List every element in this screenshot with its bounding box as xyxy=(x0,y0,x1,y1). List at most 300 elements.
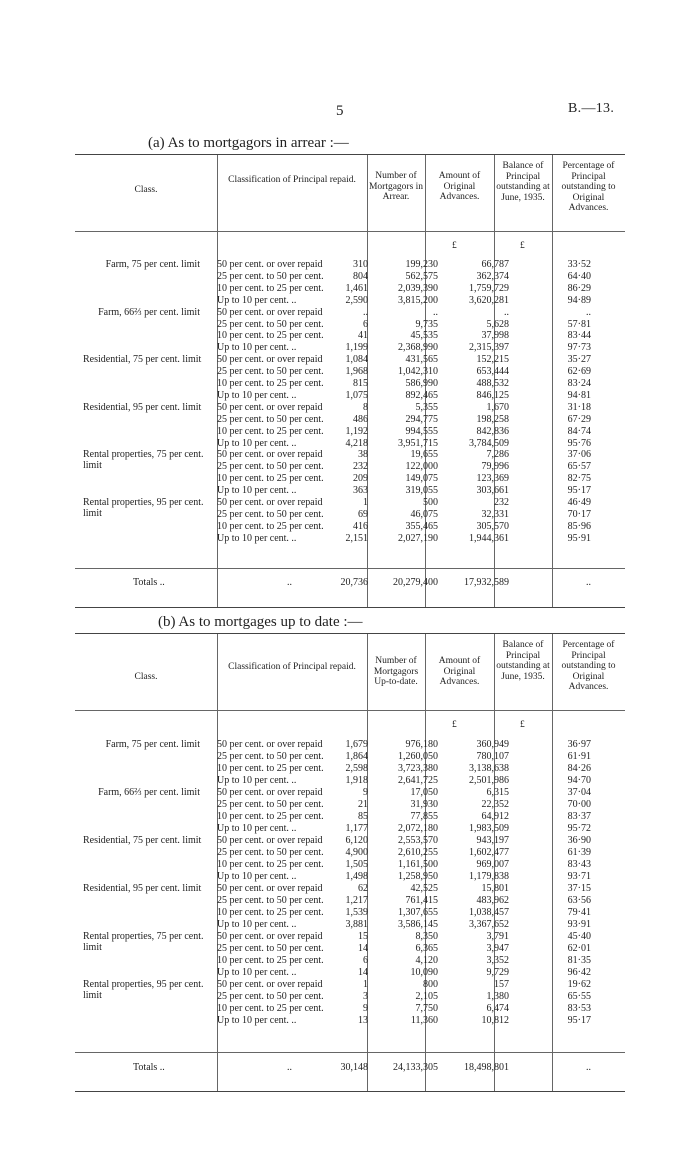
number-of-mortgagors: 1,918 xyxy=(345,775,368,786)
percentage-outstanding: 82·75 xyxy=(567,473,591,485)
table-row xyxy=(75,895,625,906)
principal-balance: 3,620,281 xyxy=(469,294,509,306)
class-label: Farm, 75 per cent. limit xyxy=(105,739,200,750)
repayment-classification: 10 per cent. to 25 per cent. xyxy=(217,520,324,532)
column-header-number-uptodate: Number of Mortgagors Up-to-date. xyxy=(373,656,419,687)
original-advances: 2,641,725 xyxy=(398,775,438,786)
number-of-mortgagors: 1,192 xyxy=(345,425,368,437)
class-label: Rental properties, 75 per cent. limit xyxy=(83,931,204,953)
document-reference: B.—13. xyxy=(568,101,615,116)
repayment-classification: 25 per cent. to 50 per cent. xyxy=(217,799,324,810)
repayment-classification: 25 per cent. to 50 per cent. xyxy=(217,366,324,378)
totals-percentage: .. xyxy=(586,577,591,588)
principal-balance: 37,998 xyxy=(481,330,509,342)
percentage-outstanding: 67·29 xyxy=(567,413,591,425)
repayment-classification: 10 per cent. to 25 per cent. xyxy=(217,859,324,870)
percentage-outstanding: 64·40 xyxy=(567,270,591,282)
original-advances: 2,553,570 xyxy=(398,835,438,846)
repayment-classification: 25 per cent. to 50 per cent. xyxy=(217,847,324,858)
table-row xyxy=(75,979,625,990)
repayment-classification: 50 per cent. or over repaid xyxy=(217,497,323,508)
uptodate-table xyxy=(75,633,625,1092)
original-advances: 586,990 xyxy=(405,378,438,389)
principal-balance: 15,801 xyxy=(481,883,509,894)
principal-balance: 22,352 xyxy=(481,799,509,810)
table-row xyxy=(75,449,625,460)
principal-balance: 6,474 xyxy=(486,1003,509,1014)
percentage-outstanding: 97·73 xyxy=(567,342,591,354)
percentage-outstanding: 62·69 xyxy=(567,366,591,378)
original-advances: 5,355 xyxy=(415,401,438,413)
percentage-outstanding: 83·24 xyxy=(567,378,591,389)
repayment-classification: Up to 10 per cent. .. xyxy=(217,1015,297,1026)
repayment-classification: 10 per cent. to 25 per cent. xyxy=(217,763,324,774)
table-row xyxy=(75,919,625,930)
percentage-outstanding: 95·91 xyxy=(567,532,591,544)
table-row xyxy=(75,521,625,532)
class-label: Residential, 95 per cent. limit xyxy=(83,883,202,894)
table-row xyxy=(75,1003,625,1014)
principal-balance: 305,570 xyxy=(476,520,509,532)
repayment-classification: 25 per cent. to 50 per cent. xyxy=(217,943,324,954)
table-row xyxy=(75,354,625,365)
table-row xyxy=(75,533,625,544)
original-advances: 8,350 xyxy=(415,931,438,942)
table-row xyxy=(75,342,625,353)
principal-balance: 3,791 xyxy=(486,931,509,942)
percentage-outstanding: 57·81 xyxy=(567,318,591,330)
number-of-mortgagors: 9 xyxy=(363,1003,368,1014)
class-label: Rental properties, 95 per cent. limit xyxy=(83,979,204,1001)
original-advances: 10,090 xyxy=(410,967,438,978)
principal-balance: 64,912 xyxy=(481,811,509,822)
percentage-outstanding: 83·43 xyxy=(567,859,591,870)
original-advances: 431,565 xyxy=(405,354,438,366)
number-of-mortgagors: 15 xyxy=(358,931,368,942)
percentage-outstanding: 37·04 xyxy=(567,787,591,798)
totals-row xyxy=(75,1062,625,1073)
totals-balance: 17,932,589 xyxy=(464,577,509,588)
totals-balance: 18,498,801 xyxy=(464,1062,509,1073)
percentage-outstanding: 83·37 xyxy=(567,811,591,822)
original-advances: 2,027,190 xyxy=(398,532,438,544)
table-row xyxy=(75,307,625,318)
number-of-mortgagors: 6 xyxy=(363,955,368,966)
table-row xyxy=(75,438,625,449)
column-header-number-arrear: Number of Mortgagors in Arrear. xyxy=(368,171,424,202)
percentage-outstanding: 95·76 xyxy=(567,437,591,449)
number-of-mortgagors: .. xyxy=(363,306,368,318)
percentage-outstanding: 96·42 xyxy=(567,967,591,978)
principal-balance: 6,315 xyxy=(486,787,509,798)
class-label: Farm, 75 per cent. limit xyxy=(105,259,200,270)
repayment-classification: Up to 10 per cent. .. xyxy=(217,485,297,497)
column-header-class: Class. xyxy=(134,672,158,682)
repayment-classification: 25 per cent. to 50 per cent. xyxy=(217,895,324,906)
principal-balance: 1,179,838 xyxy=(469,871,509,882)
table-row xyxy=(75,883,625,894)
number-of-mortgagors: 85 xyxy=(358,811,368,822)
table-row xyxy=(75,1015,625,1026)
number-of-mortgagors: 9 xyxy=(363,787,368,798)
repayment-classification: 25 per cent. to 50 per cent. xyxy=(217,991,324,1002)
number-of-mortgagors: 1,075 xyxy=(345,389,368,401)
number-of-mortgagors: 6 xyxy=(363,318,368,330)
principal-balance: 1,380 xyxy=(486,991,509,1002)
repayment-classification: Up to 10 per cent. .. xyxy=(217,342,297,354)
principal-balance: 1,944,361 xyxy=(469,532,509,544)
number-of-mortgagors: 1,461 xyxy=(345,282,368,294)
principal-balance: 780,107 xyxy=(476,751,509,762)
table-row xyxy=(75,835,625,846)
table-row xyxy=(75,907,625,918)
percentage-outstanding: .. xyxy=(586,306,591,318)
number-of-mortgagors: 4,218 xyxy=(345,437,368,449)
repayment-classification: Up to 10 per cent. .. xyxy=(217,871,297,882)
number-of-mortgagors: 1,199 xyxy=(345,342,368,354)
percentage-outstanding: 84·74 xyxy=(567,425,591,437)
table-row xyxy=(75,390,625,401)
percentage-outstanding: 19·62 xyxy=(567,979,591,990)
original-advances: 562,575 xyxy=(405,270,438,282)
original-advances: 2,039,390 xyxy=(398,282,438,294)
class-label: Rental properties, 95 per cent. limit xyxy=(83,497,204,519)
original-advances: 1,307,655 xyxy=(398,907,438,918)
original-advances: 31,930 xyxy=(410,799,438,810)
principal-balance: 303,661 xyxy=(476,485,509,497)
table-row xyxy=(75,859,625,870)
column-header-classification: Classification of Principal repaid. xyxy=(228,175,356,185)
percentage-outstanding: 93·91 xyxy=(567,919,591,930)
repayment-classification: 10 per cent. to 25 per cent. xyxy=(217,425,324,437)
totals-dots: .. xyxy=(287,1062,292,1073)
number-of-mortgagors: 1,177 xyxy=(345,823,368,834)
percentage-outstanding: 36·97 xyxy=(567,739,591,750)
repayment-classification: 50 per cent. or over repaid xyxy=(217,401,323,413)
number-of-mortgagors: 21 xyxy=(358,799,368,810)
original-advances: 2,610,255 xyxy=(398,847,438,858)
original-advances: 19,655 xyxy=(410,449,438,461)
number-of-mortgagors: 1,539 xyxy=(345,907,368,918)
totals-label: Totals .. xyxy=(133,1062,165,1073)
number-of-mortgagors: 2,590 xyxy=(345,294,368,306)
column-header-percentage: Percentage of Principal outstanding to Original Advances. xyxy=(561,640,616,692)
percentage-outstanding: 33·52 xyxy=(567,259,591,270)
principal-balance: 846,125 xyxy=(476,389,509,401)
percentage-outstanding: 70·17 xyxy=(567,508,591,520)
repayment-classification: 25 per cent. to 50 per cent. xyxy=(217,413,324,425)
percentage-outstanding: 65·55 xyxy=(567,991,591,1002)
original-advances: 800 xyxy=(423,979,438,990)
totals-rule xyxy=(75,1052,625,1053)
column-header-amount: Amount of Original Advances. xyxy=(438,171,481,202)
table-row xyxy=(75,402,625,413)
percentage-outstanding: 84·26 xyxy=(567,763,591,774)
percentage-outstanding: 93·71 xyxy=(567,871,591,882)
percentage-outstanding: 83·53 xyxy=(567,1003,591,1014)
repayment-classification: 50 per cent. or over repaid xyxy=(217,883,323,894)
table-row xyxy=(75,509,625,520)
repayment-classification: 10 per cent. to 25 per cent. xyxy=(217,907,324,918)
principal-balance: 9,729 xyxy=(486,967,509,978)
principal-balance: 483,962 xyxy=(476,895,509,906)
table-row xyxy=(75,461,625,472)
original-advances: 42,525 xyxy=(410,883,438,894)
percentage-outstanding: 31·18 xyxy=(567,401,591,413)
repayment-classification: Up to 10 per cent. .. xyxy=(217,532,297,544)
number-of-mortgagors: 1,679 xyxy=(345,739,368,750)
repayment-classification: 50 per cent. or over repaid xyxy=(217,931,323,942)
original-advances: 45,535 xyxy=(410,330,438,342)
principal-balance: 232 xyxy=(494,497,509,508)
original-advances: 77,855 xyxy=(410,811,438,822)
class-label: Residential, 75 per cent. limit xyxy=(83,835,202,846)
repayment-classification: 25 per cent. to 50 per cent. xyxy=(217,461,324,473)
percentage-outstanding: 61·91 xyxy=(567,751,591,762)
pound-symbol: £ xyxy=(452,241,457,251)
percentage-outstanding: 94·89 xyxy=(567,294,591,306)
original-advances: 294,775 xyxy=(405,413,438,425)
totals-rule xyxy=(75,568,625,569)
principal-balance: 3,784,509 xyxy=(469,437,509,449)
number-of-mortgagors: 69 xyxy=(358,508,368,520)
number-of-mortgagors: 1 xyxy=(363,497,368,508)
number-of-mortgagors: 41 xyxy=(358,330,368,342)
table-row xyxy=(75,871,625,882)
percentage-outstanding: 61·39 xyxy=(567,847,591,858)
principal-balance: 1,983,509 xyxy=(469,823,509,834)
repayment-classification: 25 per cent. to 50 per cent. xyxy=(217,318,324,330)
repayment-classification: 25 per cent. to 50 per cent. xyxy=(217,508,324,520)
percentage-outstanding: 37·06 xyxy=(567,449,591,461)
table-row xyxy=(75,319,625,330)
original-advances: 199,230 xyxy=(405,259,438,270)
pound-symbol: £ xyxy=(520,720,525,730)
number-of-mortgagors: 363 xyxy=(353,485,368,497)
totals-percentage: .. xyxy=(586,1062,591,1073)
column-header-amount: Amount of Original Advances. xyxy=(438,656,481,687)
principal-balance: 488,532 xyxy=(476,378,509,389)
number-of-mortgagors: 38 xyxy=(358,449,368,461)
number-of-mortgagors: 3 xyxy=(363,991,368,1002)
percentage-outstanding: 65·57 xyxy=(567,461,591,473)
number-of-mortgagors: 2,151 xyxy=(345,532,368,544)
column-header-classification: Classification of Principal repaid. xyxy=(228,662,356,672)
number-of-mortgagors: 815 xyxy=(353,378,368,389)
class-label: Residential, 95 per cent. limit xyxy=(83,401,202,413)
table-row xyxy=(75,955,625,966)
column-header-balance: Balance of Principal outstanding at June, 1935. xyxy=(496,640,550,682)
number-of-mortgagors: 8 xyxy=(363,401,368,413)
repayment-classification: 25 per cent. to 50 per cent. xyxy=(217,751,324,762)
principal-balance: 1,670 xyxy=(486,401,509,413)
repayment-classification: Up to 10 per cent. .. xyxy=(217,919,297,930)
number-of-mortgagors: 486 xyxy=(353,413,368,425)
number-of-mortgagors: 3,881 xyxy=(345,919,368,930)
principal-balance: 1,038,457 xyxy=(469,907,509,918)
class-label: Residential, 75 per cent. limit xyxy=(83,354,202,366)
section-a-title: (a) As to mortgagors in arrear :— xyxy=(148,135,349,151)
percentage-outstanding: 63·56 xyxy=(567,895,591,906)
number-of-mortgagors: 416 xyxy=(353,520,368,532)
percentage-outstanding: 94·70 xyxy=(567,775,591,786)
pound-symbol: £ xyxy=(452,720,457,730)
original-advances: 3,951,715 xyxy=(398,437,438,449)
principal-balance: .. xyxy=(504,306,509,318)
principal-balance: 79,996 xyxy=(481,461,509,473)
original-advances: 1,161,500 xyxy=(398,859,438,870)
original-advances: 6,365 xyxy=(415,943,438,954)
principal-balance: 2,501,986 xyxy=(469,775,509,786)
arrear-table xyxy=(75,154,625,608)
original-advances: 500 xyxy=(423,497,438,508)
table-row xyxy=(75,823,625,834)
percentage-outstanding: 86·29 xyxy=(567,282,591,294)
original-advances: 3,723,380 xyxy=(398,763,438,774)
percentage-outstanding: 62·01 xyxy=(567,943,591,954)
percentage-outstanding: 83·44 xyxy=(567,330,591,342)
column-header-percentage: Percentage of Principal outstanding to Original Advances. xyxy=(561,161,616,213)
page-number: 5 xyxy=(336,103,344,119)
table-row xyxy=(75,485,625,496)
number-of-mortgagors: 1,968 xyxy=(345,366,368,378)
repayment-classification: 25 per cent. to 50 per cent. xyxy=(217,270,324,282)
table-row xyxy=(75,426,625,437)
repayment-classification: 50 per cent. or over repaid xyxy=(217,835,323,846)
number-of-mortgagors: 62 xyxy=(358,883,368,894)
table-row xyxy=(75,271,625,282)
table-row xyxy=(75,931,625,942)
original-advances: 976,180 xyxy=(405,739,438,750)
number-of-mortgagors: 6,120 xyxy=(345,835,368,846)
original-advances: .. xyxy=(433,306,438,318)
original-advances: 3,815,200 xyxy=(398,294,438,306)
original-advances: 2,368,990 xyxy=(398,342,438,354)
percentage-outstanding: 35·27 xyxy=(567,354,591,366)
principal-balance: 1,602,477 xyxy=(469,847,509,858)
table-row xyxy=(75,283,625,294)
table-row xyxy=(75,847,625,858)
number-of-mortgagors: 232 xyxy=(353,461,368,473)
repayment-classification: 10 per cent. to 25 per cent. xyxy=(217,282,324,294)
table-row xyxy=(75,739,625,750)
table-row xyxy=(75,414,625,425)
original-advances: 17,050 xyxy=(410,787,438,798)
principal-balance: 2,315,397 xyxy=(469,342,509,354)
original-advances: 355,465 xyxy=(405,520,438,532)
percentage-outstanding: 45·40 xyxy=(567,931,591,942)
table-row xyxy=(75,775,625,786)
number-of-mortgagors: 1,864 xyxy=(345,751,368,762)
principal-balance: 842,836 xyxy=(476,425,509,437)
percentage-outstanding: 46·49 xyxy=(567,497,591,508)
percentage-outstanding: 79·41 xyxy=(567,907,591,918)
table-row xyxy=(75,295,625,306)
class-label: Rental properties, 75 per cent. limit xyxy=(83,449,204,472)
principal-balance: 360,949 xyxy=(476,739,509,750)
number-of-mortgagors: 804 xyxy=(353,270,368,282)
principal-balance: 3,352 xyxy=(486,955,509,966)
principal-balance: 7,286 xyxy=(486,449,509,461)
principal-balance: 198,258 xyxy=(476,413,509,425)
repayment-classification: 10 per cent. to 25 per cent. xyxy=(217,473,324,485)
number-of-mortgagors: 209 xyxy=(353,473,368,485)
repayment-classification: 10 per cent. to 25 per cent. xyxy=(217,378,324,389)
number-of-mortgagors: 1 xyxy=(363,979,368,990)
table-row xyxy=(75,811,625,822)
number-of-mortgagors: 1,505 xyxy=(345,859,368,870)
repayment-classification: 50 per cent. or over repaid xyxy=(217,739,323,750)
principal-balance: 362,374 xyxy=(476,270,509,282)
original-advances: 11,360 xyxy=(410,1015,438,1026)
percentage-outstanding: 95·17 xyxy=(567,1015,591,1026)
table-row xyxy=(75,799,625,810)
repayment-classification: 50 per cent. or over repaid xyxy=(217,787,323,798)
number-of-mortgagors: 2,598 xyxy=(345,763,368,774)
principal-balance: 157 xyxy=(494,979,509,990)
principal-balance: 152,215 xyxy=(476,354,509,366)
table-row xyxy=(75,330,625,341)
table-row xyxy=(75,366,625,377)
principal-balance: 943,197 xyxy=(476,835,509,846)
principal-balance: 969,007 xyxy=(476,859,509,870)
number-of-mortgagors: 14 xyxy=(358,943,368,954)
original-advances: 319,055 xyxy=(405,485,438,497)
repayment-classification: Up to 10 per cent. .. xyxy=(217,775,297,786)
totals-number: 20,736 xyxy=(340,577,368,588)
repayment-classification: 10 per cent. to 25 per cent. xyxy=(217,330,324,342)
percentage-outstanding: 95·72 xyxy=(567,823,591,834)
original-advances: 1,258,950 xyxy=(398,871,438,882)
table-row xyxy=(75,378,625,389)
totals-label: Totals .. xyxy=(133,577,165,588)
principal-balance: 123,369 xyxy=(476,473,509,485)
repayment-classification: 10 per cent. to 25 per cent. xyxy=(217,955,324,966)
table-row xyxy=(75,259,625,270)
original-advances: 3,586,145 xyxy=(398,919,438,930)
table-row xyxy=(75,943,625,954)
table-row xyxy=(75,991,625,1002)
original-advances: 2,105 xyxy=(415,991,438,1002)
repayment-classification: Up to 10 per cent. .. xyxy=(217,294,297,306)
principal-balance: 10,812 xyxy=(481,1015,509,1026)
table-row xyxy=(75,751,625,762)
original-advances: 122,000 xyxy=(405,461,438,473)
repayment-classification: 10 per cent. to 25 per cent. xyxy=(217,1003,324,1014)
percentage-outstanding: 37·15 xyxy=(567,883,591,894)
original-advances: 46,075 xyxy=(410,508,438,520)
percentage-outstanding: 95·17 xyxy=(567,485,591,497)
number-of-mortgagors: 1,084 xyxy=(345,354,368,366)
principal-balance: 32,331 xyxy=(481,508,509,520)
original-advances: 149,075 xyxy=(405,473,438,485)
repayment-classification: 50 per cent. or over repaid xyxy=(217,449,323,461)
original-advances: 1,260,050 xyxy=(398,751,438,762)
repayment-classification: 10 per cent. to 25 per cent. xyxy=(217,811,324,822)
original-advances: 2,072,180 xyxy=(398,823,438,834)
pound-symbol: £ xyxy=(520,241,525,251)
number-of-mortgagors: 14 xyxy=(358,967,368,978)
number-of-mortgagors: 1,498 xyxy=(345,871,368,882)
table-row xyxy=(75,763,625,774)
totals-amount: 20,279,400 xyxy=(393,577,438,588)
column-header-balance: Balance of Principal outstanding at June, 1935. xyxy=(496,161,550,203)
repayment-classification: Up to 10 per cent. .. xyxy=(217,389,297,401)
repayment-classification: Up to 10 per cent. .. xyxy=(217,823,297,834)
repayment-classification: Up to 10 per cent. .. xyxy=(217,437,297,449)
section-b-title: (b) As to mortgages up to date :— xyxy=(158,614,363,630)
principal-balance: 1,759,729 xyxy=(469,282,509,294)
